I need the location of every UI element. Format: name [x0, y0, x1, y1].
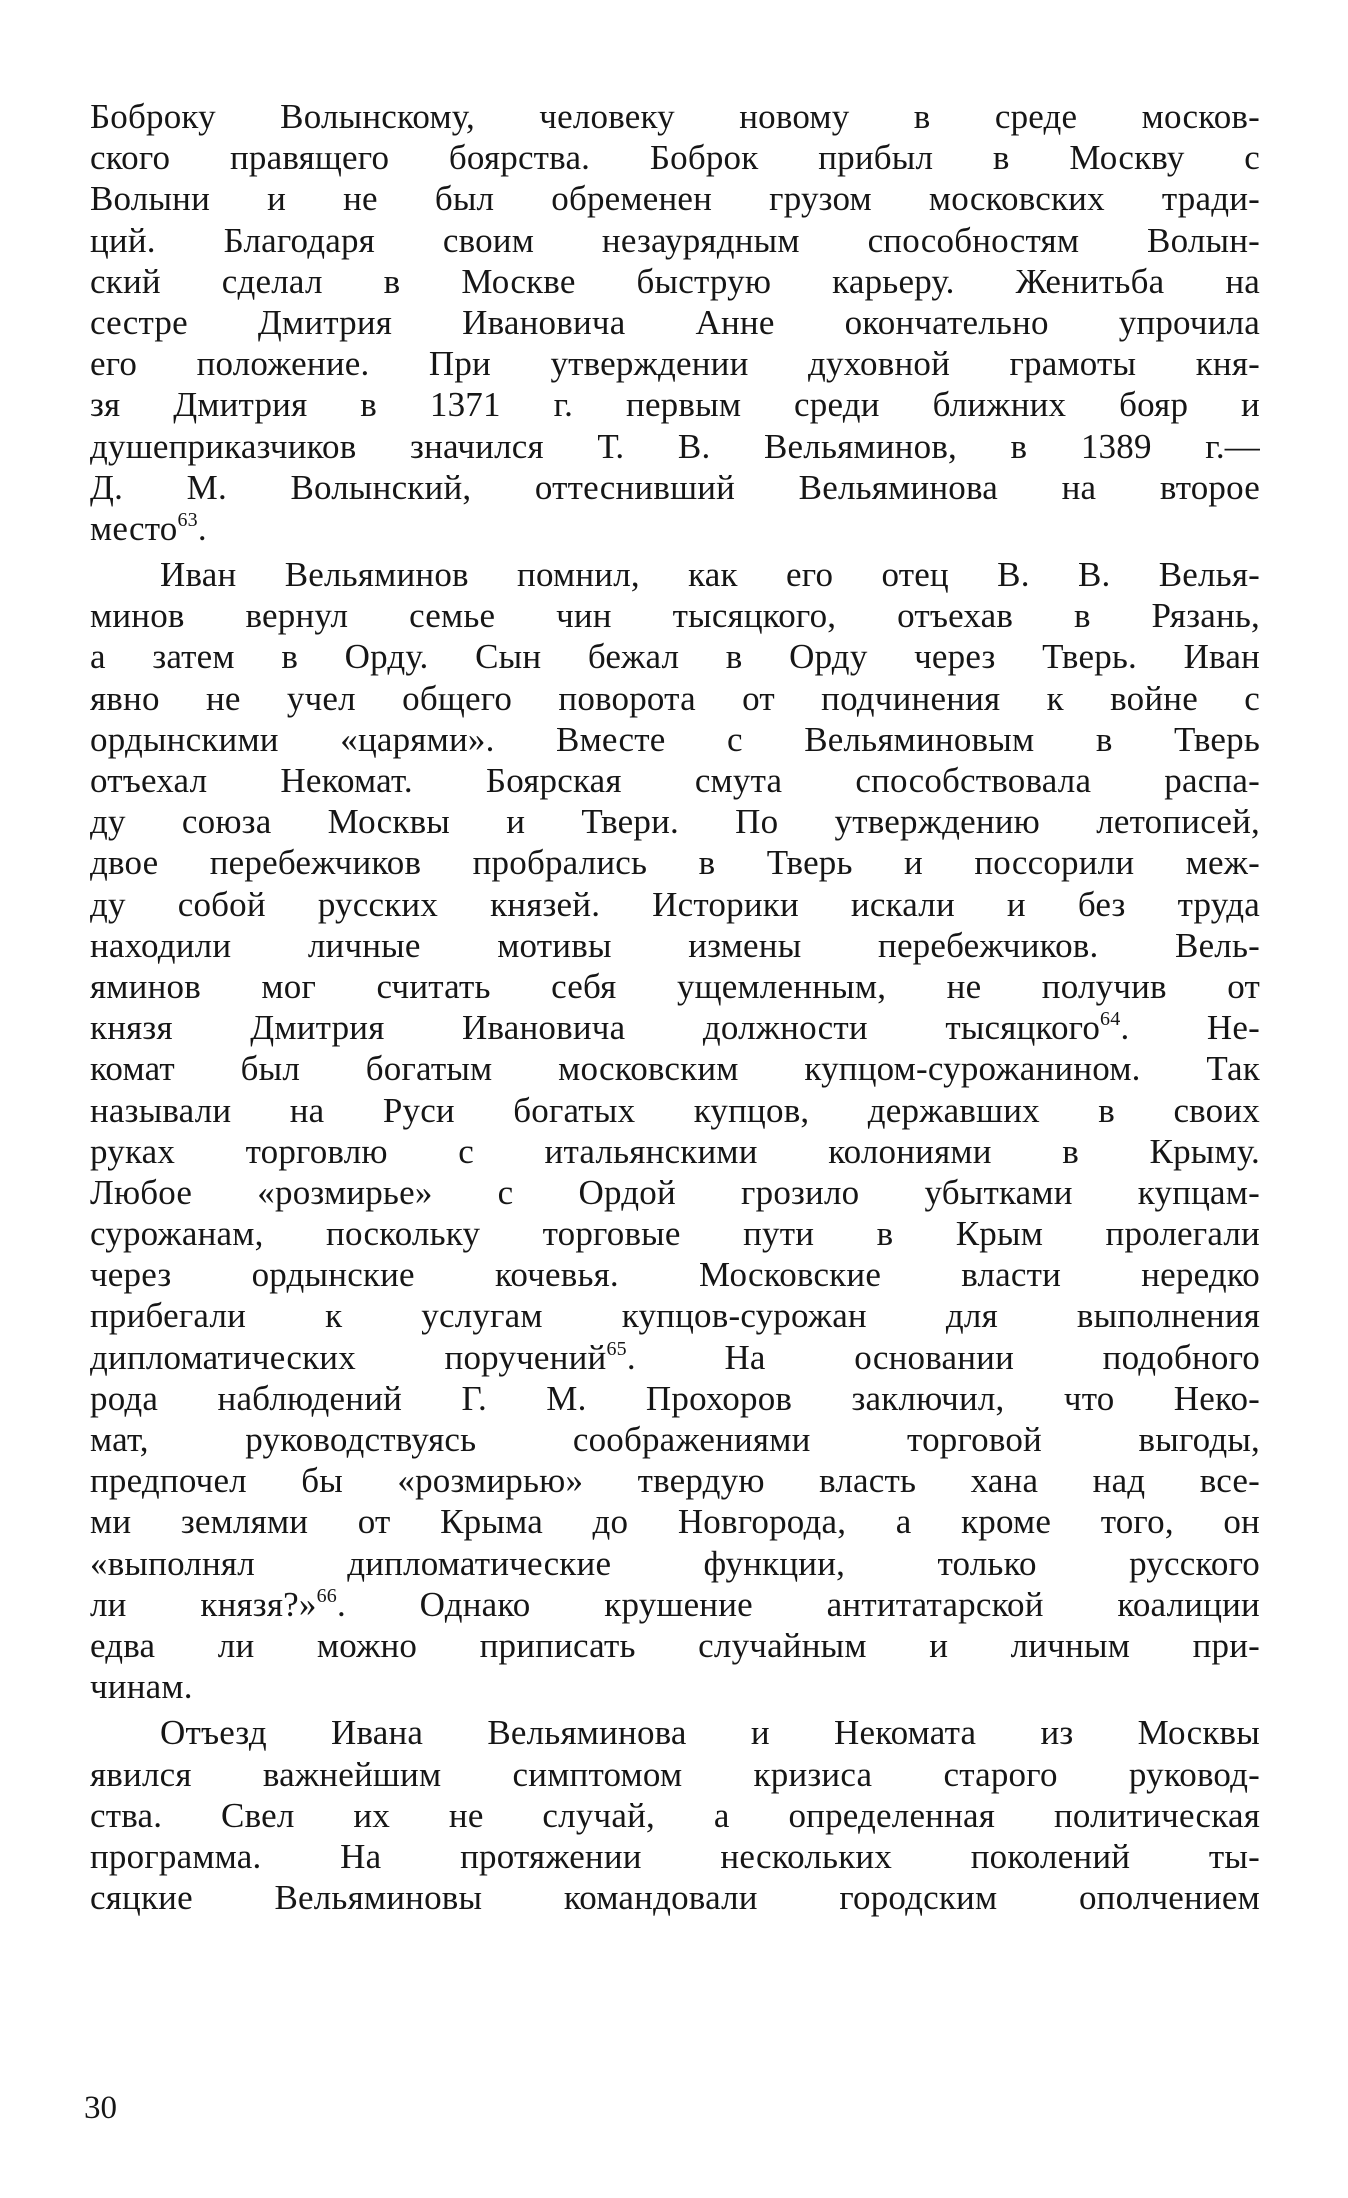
text-line: руках торговлю с итальянскими колониями в Крыму.	[90, 1131, 1260, 1171]
text-line: Боброку Волынскому, человеку новому в среде москов-	[90, 97, 1260, 136]
text-line: сурожанам, поскольку торговые пути в Крым пролегали	[90, 1214, 1260, 1254]
text-line	[90, 508, 1260, 549]
text-line: а затем в Орду. Сын бежал в Орду через Тверь. Иван	[90, 637, 1260, 677]
text-line: отъехал Некомат. Боярская смута способствовала распа-	[90, 761, 1260, 800]
text-line: находили личные мотивы измены перебежчиков. Вель-	[90, 925, 1260, 965]
line-text: дипломатических поручений	[90, 1337, 607, 1377]
text-line: комат был богатым московским купцом-сурожанином. Так	[90, 1049, 1260, 1089]
text-line: душеприказчиков значился Т. В. Вельяминов, в 1389 г.—	[90, 426, 1260, 466]
text-line: Отъезд Ивана Вельяминова и Некомата из Москвы	[160, 1713, 1260, 1753]
page-number: 30	[84, 2090, 117, 2126]
text-line: зя Дмитрия в 1371 г. первым среди ближних бояр и	[90, 385, 1260, 425]
text-line: ского правящего боярства. Боброк прибыл в Москву с	[90, 138, 1260, 178]
text-line	[90, 1337, 1260, 1378]
line-text: ли князя?»	[90, 1584, 317, 1624]
footnote-ref-64: 64	[1100, 1008, 1121, 1031]
text-line: ми землями от Крыма до Новгорода, а кроме того, он	[90, 1502, 1260, 1542]
paragraph-1	[90, 96, 1260, 549]
text-line: едва ли можно приписать случайным и личным при-	[90, 1625, 1260, 1665]
text-line: ду союза Москвы и Твери. По утверждению летописей,	[90, 802, 1260, 842]
footnote-ref-63: 63	[177, 508, 198, 531]
text-line: двое перебежчиков пробрались в Тверь и поссорили меж-	[90, 843, 1260, 883]
paragraph-3	[90, 1712, 1260, 1918]
text-line: через ордынские кочевья. Московские власти нередко	[90, 1255, 1260, 1295]
text-line: явился важнейшим симптомом кризиса старого руковод-	[90, 1754, 1260, 1794]
text-line: прибегали к услугам купцов-сурожан для выполнения	[90, 1296, 1260, 1336]
text-line	[90, 1584, 1260, 1625]
text-line: ордынскими «царями». Вместе с Вельяминовым в Тверь	[90, 719, 1260, 759]
text-line: Любое «розмирье» с Ордой грозило убытками купцам-	[90, 1172, 1260, 1212]
line-text: . Не-	[1120, 1008, 1260, 1048]
text-line: ций. Благодаря своим незаурядным способностям Волын-	[90, 220, 1260, 260]
text-line: сяцкие Вельяминовы командовали городским ополчением	[90, 1878, 1260, 1918]
text-line: мат, руководствуясь соображениями торговой выгоды,	[90, 1420, 1260, 1459]
text-line: явно не учел общего поворота от подчинения к войне с	[90, 678, 1260, 718]
text-line: чинам.	[90, 1667, 193, 1707]
line-text: . На основании подобного	[626, 1337, 1260, 1377]
line-text: князя Дмитрия Ивановича должности тысяцкого	[90, 1008, 1101, 1048]
text-line: минов вернул семье чин тысяцкого, отъехав в Рязань,	[90, 596, 1260, 636]
line-text: .	[197, 508, 207, 548]
text-block	[90, 96, 1260, 1918]
text-line: Волыни и не был обременен грузом московских тради-	[90, 179, 1260, 219]
text-line: яминов мог считать себя ущемленным, не получив от	[90, 966, 1260, 1006]
text-line: программа. На протяжении нескольких поколений ты-	[90, 1836, 1260, 1876]
text-line: ский сделал в Москве быструю карьеру. Женитьба на	[90, 261, 1260, 301]
text-line: предпочел бы «розмирью» твердую власть хана над все-	[90, 1461, 1260, 1501]
text-line: рода наблюдений Г. М. Прохоров заключил, что Неко-	[90, 1378, 1260, 1418]
text-line: называли на Руси богатых купцов, державших в своих	[90, 1090, 1260, 1130]
footnote-ref-65: 65	[606, 1337, 627, 1360]
line-text: место	[90, 508, 178, 548]
footnote-ref-66: 66	[316, 1584, 337, 1607]
text-line: «выполнял дипломатические функции, только русского	[90, 1543, 1260, 1583]
text-line: Д. М. Волынский, оттеснивший Вельяминова на второе	[90, 467, 1260, 507]
text-line	[90, 1007, 1260, 1048]
text-line: Иван Вельяминов помнил, как его отец В. В. Велья-	[160, 555, 1260, 595]
text-line: ства. Свел их не случай, а определенная политическая	[90, 1795, 1260, 1835]
line-text: . Однако крушение антитатарской коалиции	[336, 1584, 1260, 1624]
text-line: сестре Дмитрия Ивановича Анне окончательно упрочила	[90, 302, 1260, 342]
text-line: его положение. При утверждении духовной грамоты кня-	[90, 344, 1260, 384]
paragraph-2	[90, 554, 1260, 1707]
text-line: ду собой русских князей. Историки искали и без труда	[90, 884, 1260, 924]
